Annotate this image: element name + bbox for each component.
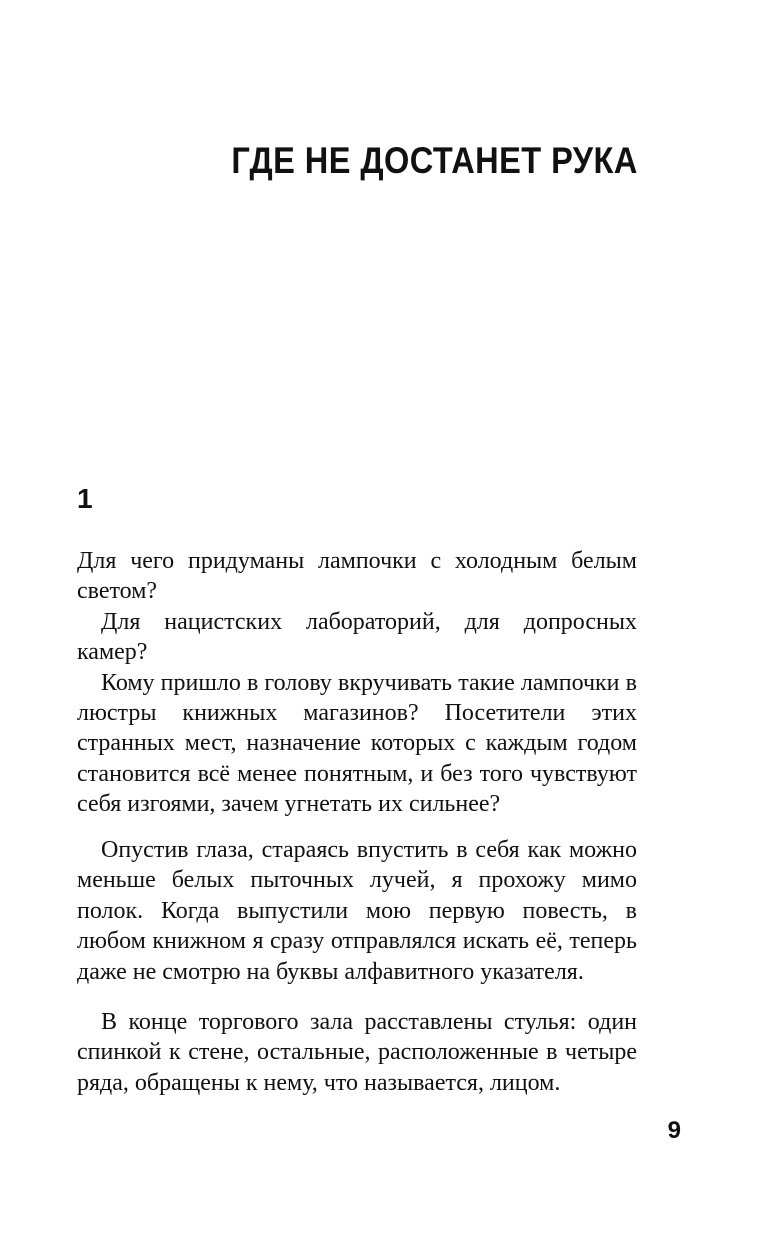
paragraph-5: В конце торгового зала расставлены стулья: один спинкой к стене, остальные, расположенные в четыре ряда, обращены к нему, что называется, лицом. [77, 1009, 637, 1096]
text-block-3 [77, 1007, 637, 1098]
page-number: 9 [667, 1117, 681, 1144]
paragraph-4: Опустив глаза, стараясь впустить в себя как можно меньше белых пыточных лучей, я прохожу мимо полок. Когда выпустили мою первую повесть, в любом книжном я сразу отправлялся искать её, теперь даже не смотрю на буквы алфавитного указателя. [77, 837, 637, 985]
text-block-2 [77, 835, 637, 987]
paragraph-1: Для чего придуманы лампочки с холодным белым светом? [77, 548, 637, 605]
text-block-1 [77, 546, 637, 820]
paragraph-3: Кому пришло в голову вкручивать такие лампочки в люстры книжных магазинов? Посетители этих странных мест, назначение которых с каждым годом становится всё менее понятным, и без того чувствуют себя изгоями, зачем угнетать их сильнее? [77, 669, 637, 818]
chapter-title: ГДЕ НЕ ДОСТАНЕТ РУКА [231, 140, 638, 181]
section-number: 1 [77, 483, 93, 514]
paragraph-2: Для нацистских лабораторий, для допросных камер? [77, 608, 637, 666]
